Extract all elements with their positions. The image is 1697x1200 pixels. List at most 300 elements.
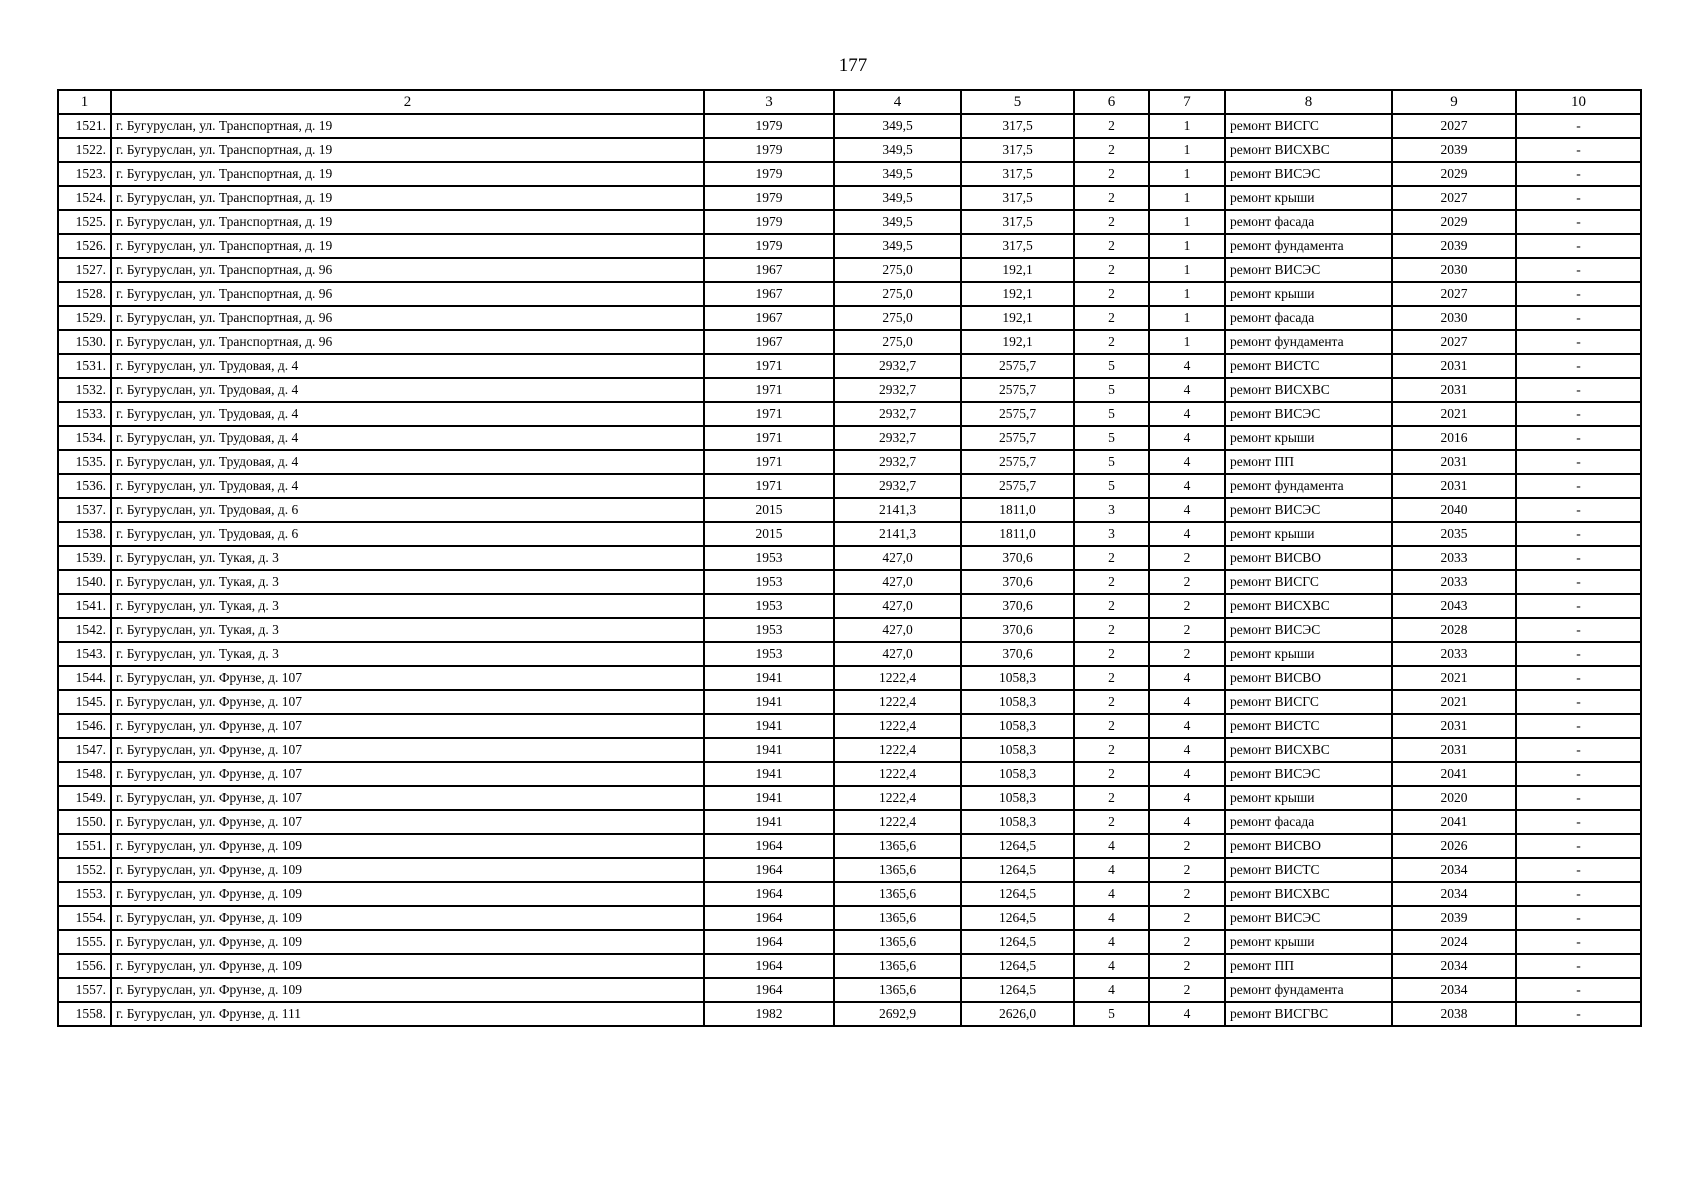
cell-address: г. Бугуруслан, ул. Транспортная, д. 19 xyxy=(111,210,704,234)
cell-year-built: 1953 xyxy=(704,546,834,570)
table-row xyxy=(58,594,1641,618)
cell-note: - xyxy=(1516,258,1641,282)
cell-year-built: 1964 xyxy=(704,834,834,858)
cell-work-type: ремонт крыши xyxy=(1225,186,1392,210)
cell-living-area: 2575,7 xyxy=(961,354,1074,378)
cell-planned-year: 2027 xyxy=(1392,186,1516,210)
cell-living-area: 317,5 xyxy=(961,138,1074,162)
cell-living-area: 370,6 xyxy=(961,546,1074,570)
cell-address: г. Бугуруслан, ул. Фрунзе, д. 109 xyxy=(111,978,704,1002)
cell-row-number: 1534. xyxy=(58,426,111,450)
cell-total-area: 2932,7 xyxy=(834,474,961,498)
cell-work-type: ремонт фундамента xyxy=(1225,474,1392,498)
cell-address: г. Бугуруслан, ул. Транспортная, д. 19 xyxy=(111,114,704,138)
cell-entrances: 2 xyxy=(1149,642,1225,666)
cell-total-area: 275,0 xyxy=(834,282,961,306)
cell-planned-year: 2035 xyxy=(1392,522,1516,546)
cell-floors: 2 xyxy=(1074,666,1149,690)
cell-floors: 2 xyxy=(1074,642,1149,666)
cell-work-type: ремонт ВИСЭС xyxy=(1225,498,1392,522)
cell-floors: 4 xyxy=(1074,882,1149,906)
cell-work-type: ремонт ПП xyxy=(1225,954,1392,978)
cell-note: - xyxy=(1516,762,1641,786)
cell-total-area: 1222,4 xyxy=(834,786,961,810)
cell-work-type: ремонт ВИСХВС xyxy=(1225,738,1392,762)
cell-total-area: 2932,7 xyxy=(834,402,961,426)
cell-row-number: 1525. xyxy=(58,210,111,234)
cell-address: г. Бугуруслан, ул. Трудовая, д. 6 xyxy=(111,498,704,522)
table-row xyxy=(58,114,1641,138)
table-row xyxy=(58,498,1641,522)
column-header: 7 xyxy=(1149,90,1225,114)
table-row xyxy=(58,738,1641,762)
cell-planned-year: 2033 xyxy=(1392,570,1516,594)
cell-row-number: 1537. xyxy=(58,498,111,522)
cell-year-built: 1967 xyxy=(704,282,834,306)
cell-planned-year: 2029 xyxy=(1392,210,1516,234)
cell-note: - xyxy=(1516,426,1641,450)
cell-note: - xyxy=(1516,858,1641,882)
cell-living-area: 1058,3 xyxy=(961,762,1074,786)
cell-row-number: 1522. xyxy=(58,138,111,162)
cell-living-area: 317,5 xyxy=(961,210,1074,234)
cell-row-number: 1551. xyxy=(58,834,111,858)
table-row xyxy=(58,234,1641,258)
table-row xyxy=(58,162,1641,186)
table-row xyxy=(58,186,1641,210)
cell-living-area: 1811,0 xyxy=(961,522,1074,546)
cell-total-area: 427,0 xyxy=(834,570,961,594)
cell-year-built: 1964 xyxy=(704,858,834,882)
cell-year-built: 1979 xyxy=(704,234,834,258)
cell-planned-year: 2024 xyxy=(1392,930,1516,954)
cell-note: - xyxy=(1516,714,1641,738)
cell-floors: 2 xyxy=(1074,546,1149,570)
cell-floors: 2 xyxy=(1074,330,1149,354)
cell-work-type: ремонт фундамента xyxy=(1225,330,1392,354)
table-row xyxy=(58,546,1641,570)
cell-floors: 4 xyxy=(1074,954,1149,978)
cell-row-number: 1552. xyxy=(58,858,111,882)
cell-planned-year: 2031 xyxy=(1392,354,1516,378)
cell-floors: 2 xyxy=(1074,162,1149,186)
cell-entrances: 1 xyxy=(1149,210,1225,234)
cell-note: - xyxy=(1516,210,1641,234)
cell-entrances: 4 xyxy=(1149,426,1225,450)
cell-floors: 2 xyxy=(1074,210,1149,234)
cell-planned-year: 2026 xyxy=(1392,834,1516,858)
cell-living-area: 1264,5 xyxy=(961,906,1074,930)
cell-work-type: ремонт ВИСТС xyxy=(1225,858,1392,882)
cell-floors: 5 xyxy=(1074,1002,1149,1026)
cell-row-number: 1539. xyxy=(58,546,111,570)
cell-planned-year: 2021 xyxy=(1392,402,1516,426)
cell-year-built: 2015 xyxy=(704,522,834,546)
cell-row-number: 1540. xyxy=(58,570,111,594)
table-row xyxy=(58,762,1641,786)
cell-work-type: ремонт ВИСЭС xyxy=(1225,258,1392,282)
cell-work-type: ремонт ВИСЭС xyxy=(1225,402,1392,426)
cell-living-area: 2626,0 xyxy=(961,1002,1074,1026)
cell-note: - xyxy=(1516,1002,1641,1026)
cell-row-number: 1524. xyxy=(58,186,111,210)
cell-entrances: 4 xyxy=(1149,354,1225,378)
cell-year-built: 1941 xyxy=(704,810,834,834)
table-row xyxy=(58,474,1641,498)
cell-entrances: 1 xyxy=(1149,234,1225,258)
cell-entrances: 4 xyxy=(1149,738,1225,762)
cell-floors: 2 xyxy=(1074,618,1149,642)
cell-planned-year: 2034 xyxy=(1392,978,1516,1002)
cell-address: г. Бугуруслан, ул. Фрунзе, д. 107 xyxy=(111,810,704,834)
cell-living-area: 2575,7 xyxy=(961,402,1074,426)
cell-address: г. Бугуруслан, ул. Трудовая, д. 4 xyxy=(111,354,704,378)
cell-living-area: 2575,7 xyxy=(961,426,1074,450)
cell-row-number: 1549. xyxy=(58,786,111,810)
table-row xyxy=(58,426,1641,450)
cell-floors: 2 xyxy=(1074,258,1149,282)
table-row xyxy=(58,210,1641,234)
cell-work-type: ремонт ВИСЭС xyxy=(1225,762,1392,786)
cell-planned-year: 2043 xyxy=(1392,594,1516,618)
cell-living-area: 1058,3 xyxy=(961,810,1074,834)
cell-address: г. Бугуруслан, ул. Трудовая, д. 4 xyxy=(111,474,704,498)
cell-living-area: 192,1 xyxy=(961,306,1074,330)
cell-floors: 2 xyxy=(1074,786,1149,810)
cell-year-built: 1971 xyxy=(704,402,834,426)
cell-entrances: 2 xyxy=(1149,930,1225,954)
cell-row-number: 1528. xyxy=(58,282,111,306)
cell-address: г. Бугуруслан, ул. Фрунзе, д. 107 xyxy=(111,762,704,786)
cell-floors: 4 xyxy=(1074,858,1149,882)
cell-entrances: 1 xyxy=(1149,162,1225,186)
cell-entrances: 4 xyxy=(1149,498,1225,522)
table-row xyxy=(58,858,1641,882)
cell-entrances: 1 xyxy=(1149,306,1225,330)
table-row xyxy=(58,138,1641,162)
cell-total-area: 2141,3 xyxy=(834,522,961,546)
cell-floors: 2 xyxy=(1074,714,1149,738)
cell-year-built: 1964 xyxy=(704,954,834,978)
column-header: 5 xyxy=(961,90,1074,114)
cell-work-type: ремонт ВИСВО xyxy=(1225,546,1392,570)
cell-note: - xyxy=(1516,690,1641,714)
cell-row-number: 1557. xyxy=(58,978,111,1002)
cell-year-built: 1971 xyxy=(704,474,834,498)
cell-planned-year: 2034 xyxy=(1392,882,1516,906)
cell-planned-year: 2031 xyxy=(1392,378,1516,402)
cell-living-area: 1264,5 xyxy=(961,930,1074,954)
table-row xyxy=(58,330,1641,354)
cell-note: - xyxy=(1516,378,1641,402)
cell-planned-year: 2041 xyxy=(1392,762,1516,786)
cell-note: - xyxy=(1516,282,1641,306)
cell-planned-year: 2030 xyxy=(1392,306,1516,330)
cell-work-type: ремонт ВИСЭС xyxy=(1225,162,1392,186)
cell-floors: 4 xyxy=(1074,906,1149,930)
cell-total-area: 349,5 xyxy=(834,210,961,234)
cell-row-number: 1542. xyxy=(58,618,111,642)
table-row xyxy=(58,618,1641,642)
cell-work-type: ремонт крыши xyxy=(1225,522,1392,546)
cell-living-area: 2575,7 xyxy=(961,474,1074,498)
cell-row-number: 1558. xyxy=(58,1002,111,1026)
cell-note: - xyxy=(1516,402,1641,426)
cell-work-type: ремонт фасада xyxy=(1225,306,1392,330)
cell-total-area: 1365,6 xyxy=(834,882,961,906)
cell-year-built: 1979 xyxy=(704,210,834,234)
cell-address: г. Бугуруслан, ул. Фрунзе, д. 107 xyxy=(111,666,704,690)
cell-row-number: 1530. xyxy=(58,330,111,354)
cell-work-type: ремонт ВИСТС xyxy=(1225,714,1392,738)
cell-address: г. Бугуруслан, ул. Фрунзе, д. 109 xyxy=(111,834,704,858)
cell-planned-year: 2038 xyxy=(1392,1002,1516,1026)
cell-total-area: 2932,7 xyxy=(834,426,961,450)
cell-row-number: 1532. xyxy=(58,378,111,402)
table-header-row xyxy=(58,90,1641,114)
cell-planned-year: 2027 xyxy=(1392,282,1516,306)
column-header: 3 xyxy=(704,90,834,114)
cell-floors: 5 xyxy=(1074,378,1149,402)
cell-row-number: 1554. xyxy=(58,906,111,930)
cell-year-built: 1941 xyxy=(704,666,834,690)
table-row xyxy=(58,666,1641,690)
cell-floors: 2 xyxy=(1074,570,1149,594)
cell-planned-year: 2039 xyxy=(1392,906,1516,930)
cell-entrances: 2 xyxy=(1149,858,1225,882)
table-row xyxy=(58,450,1641,474)
cell-year-built: 1953 xyxy=(704,570,834,594)
cell-year-built: 1941 xyxy=(704,786,834,810)
table-row xyxy=(58,906,1641,930)
cell-total-area: 1365,6 xyxy=(834,954,961,978)
cell-address: г. Бугуруслан, ул. Тукая, д. 3 xyxy=(111,546,704,570)
cell-note: - xyxy=(1516,306,1641,330)
cell-row-number: 1550. xyxy=(58,810,111,834)
cell-living-area: 1264,5 xyxy=(961,978,1074,1002)
cell-note: - xyxy=(1516,498,1641,522)
cell-total-area: 1222,4 xyxy=(834,738,961,762)
cell-address: г. Бугуруслан, ул. Трудовая, д. 4 xyxy=(111,426,704,450)
cell-row-number: 1529. xyxy=(58,306,111,330)
cell-planned-year: 2034 xyxy=(1392,858,1516,882)
cell-work-type: ремонт ВИСТС xyxy=(1225,354,1392,378)
cell-work-type: ремонт ВИСВО xyxy=(1225,834,1392,858)
cell-row-number: 1523. xyxy=(58,162,111,186)
cell-total-area: 1222,4 xyxy=(834,714,961,738)
cell-living-area: 370,6 xyxy=(961,618,1074,642)
cell-living-area: 317,5 xyxy=(961,114,1074,138)
cell-planned-year: 2016 xyxy=(1392,426,1516,450)
cell-living-area: 1811,0 xyxy=(961,498,1074,522)
cell-year-built: 1979 xyxy=(704,138,834,162)
cell-row-number: 1533. xyxy=(58,402,111,426)
cell-note: - xyxy=(1516,618,1641,642)
cell-address: г. Бугуруслан, ул. Фрунзе, д. 109 xyxy=(111,906,704,930)
cell-work-type: ремонт ВИСХВС xyxy=(1225,594,1392,618)
cell-floors: 2 xyxy=(1074,138,1149,162)
cell-address: г. Бугуруслан, ул. Фрунзе, д. 107 xyxy=(111,786,704,810)
cell-total-area: 427,0 xyxy=(834,618,961,642)
cell-total-area: 1222,4 xyxy=(834,690,961,714)
cell-floors: 2 xyxy=(1074,762,1149,786)
table-row xyxy=(58,786,1641,810)
cell-row-number: 1546. xyxy=(58,714,111,738)
repair-register-table xyxy=(57,89,1642,1027)
cell-row-number: 1553. xyxy=(58,882,111,906)
cell-planned-year: 2029 xyxy=(1392,162,1516,186)
cell-floors: 2 xyxy=(1074,594,1149,618)
cell-living-area: 317,5 xyxy=(961,162,1074,186)
cell-year-built: 1953 xyxy=(704,642,834,666)
cell-floors: 3 xyxy=(1074,498,1149,522)
cell-work-type: ремонт ВИСЭС xyxy=(1225,618,1392,642)
column-header: 1 xyxy=(58,90,111,114)
cell-year-built: 1979 xyxy=(704,162,834,186)
cell-total-area: 349,5 xyxy=(834,162,961,186)
cell-year-built: 1941 xyxy=(704,738,834,762)
cell-entrances: 2 xyxy=(1149,954,1225,978)
cell-work-type: ремонт ВИСГВС xyxy=(1225,1002,1392,1026)
cell-total-area: 349,5 xyxy=(834,234,961,258)
cell-floors: 2 xyxy=(1074,234,1149,258)
cell-year-built: 1941 xyxy=(704,690,834,714)
cell-work-type: ремонт фасада xyxy=(1225,210,1392,234)
cell-address: г. Бугуруслан, ул. Фрунзе, д. 107 xyxy=(111,738,704,762)
cell-planned-year: 2021 xyxy=(1392,666,1516,690)
page-number: 177 xyxy=(838,55,868,76)
cell-note: - xyxy=(1516,234,1641,258)
cell-living-area: 370,6 xyxy=(961,594,1074,618)
cell-work-type: ремонт крыши xyxy=(1225,642,1392,666)
cell-living-area: 370,6 xyxy=(961,642,1074,666)
cell-address: г. Бугуруслан, ул. Транспортная, д. 19 xyxy=(111,234,704,258)
cell-living-area: 1264,5 xyxy=(961,882,1074,906)
cell-note: - xyxy=(1516,906,1641,930)
cell-work-type: ремонт ВИСХВС xyxy=(1225,378,1392,402)
cell-entrances: 4 xyxy=(1149,714,1225,738)
cell-floors: 5 xyxy=(1074,402,1149,426)
table-row xyxy=(58,258,1641,282)
cell-floors: 3 xyxy=(1074,522,1149,546)
table-row xyxy=(58,714,1641,738)
cell-work-type: ремонт ПП xyxy=(1225,450,1392,474)
table-row xyxy=(58,642,1641,666)
cell-floors: 4 xyxy=(1074,930,1149,954)
cell-total-area: 349,5 xyxy=(834,138,961,162)
cell-living-area: 1058,3 xyxy=(961,738,1074,762)
cell-work-type: ремонт фундамента xyxy=(1225,234,1392,258)
cell-note: - xyxy=(1516,642,1641,666)
cell-year-built: 1953 xyxy=(704,594,834,618)
table-row xyxy=(58,882,1641,906)
cell-entrances: 1 xyxy=(1149,186,1225,210)
cell-living-area: 192,1 xyxy=(961,282,1074,306)
cell-note: - xyxy=(1516,546,1641,570)
table-row xyxy=(58,1002,1641,1026)
cell-address: г. Бугуруслан, ул. Трудовая, д. 4 xyxy=(111,402,704,426)
cell-row-number: 1526. xyxy=(58,234,111,258)
cell-entrances: 2 xyxy=(1149,570,1225,594)
cell-floors: 5 xyxy=(1074,426,1149,450)
cell-planned-year: 2033 xyxy=(1392,546,1516,570)
table-row xyxy=(58,354,1641,378)
cell-row-number: 1535. xyxy=(58,450,111,474)
cell-note: - xyxy=(1516,570,1641,594)
cell-year-built: 1964 xyxy=(704,906,834,930)
cell-planned-year: 2031 xyxy=(1392,714,1516,738)
cell-floors: 2 xyxy=(1074,810,1149,834)
cell-planned-year: 2034 xyxy=(1392,954,1516,978)
cell-entrances: 4 xyxy=(1149,474,1225,498)
cell-address: г. Бугуруслан, ул. Трудовая, д. 4 xyxy=(111,378,704,402)
column-header: 10 xyxy=(1516,90,1641,114)
table-row xyxy=(58,978,1641,1002)
cell-floors: 2 xyxy=(1074,738,1149,762)
table-row xyxy=(58,378,1641,402)
cell-note: - xyxy=(1516,450,1641,474)
cell-address: г. Бугуруслан, ул. Транспортная, д. 96 xyxy=(111,330,704,354)
cell-address: г. Бугуруслан, ул. Фрунзе, д. 107 xyxy=(111,690,704,714)
cell-floors: 4 xyxy=(1074,978,1149,1002)
cell-year-built: 1967 xyxy=(704,330,834,354)
cell-floors: 5 xyxy=(1074,354,1149,378)
table-row xyxy=(58,810,1641,834)
cell-work-type: ремонт фасада xyxy=(1225,810,1392,834)
cell-living-area: 1264,5 xyxy=(961,858,1074,882)
cell-address: г. Бугуруслан, ул. Фрунзе, д. 109 xyxy=(111,954,704,978)
cell-living-area: 192,1 xyxy=(961,330,1074,354)
cell-note: - xyxy=(1516,138,1641,162)
cell-entrances: 1 xyxy=(1149,282,1225,306)
cell-year-built: 1964 xyxy=(704,882,834,906)
cell-planned-year: 2020 xyxy=(1392,786,1516,810)
table-body xyxy=(58,114,1641,1026)
cell-entrances: 1 xyxy=(1149,258,1225,282)
cell-row-number: 1527. xyxy=(58,258,111,282)
cell-total-area: 1365,6 xyxy=(834,930,961,954)
cell-floors: 5 xyxy=(1074,450,1149,474)
cell-entrances: 2 xyxy=(1149,906,1225,930)
cell-row-number: 1544. xyxy=(58,666,111,690)
cell-address: г. Бугуруслан, ул. Транспортная, д. 19 xyxy=(111,162,704,186)
cell-work-type: ремонт фундамента xyxy=(1225,978,1392,1002)
cell-row-number: 1521. xyxy=(58,114,111,138)
cell-address: г. Бугуруслан, ул. Транспортная, д. 19 xyxy=(111,186,704,210)
cell-year-built: 1941 xyxy=(704,714,834,738)
cell-address: г. Бугуруслан, ул. Трудовая, д. 4 xyxy=(111,450,704,474)
cell-total-area: 1222,4 xyxy=(834,762,961,786)
cell-entrances: 4 xyxy=(1149,786,1225,810)
cell-living-area: 1264,5 xyxy=(961,834,1074,858)
cell-entrances: 4 xyxy=(1149,1002,1225,1026)
cell-living-area: 2575,7 xyxy=(961,378,1074,402)
cell-planned-year: 2027 xyxy=(1392,330,1516,354)
cell-row-number: 1543. xyxy=(58,642,111,666)
cell-note: - xyxy=(1516,978,1641,1002)
cell-note: - xyxy=(1516,810,1641,834)
cell-entrances: 4 xyxy=(1149,810,1225,834)
cell-year-built: 2015 xyxy=(704,498,834,522)
cell-living-area: 317,5 xyxy=(961,234,1074,258)
cell-work-type: ремонт крыши xyxy=(1225,282,1392,306)
cell-note: - xyxy=(1516,930,1641,954)
cell-row-number: 1541. xyxy=(58,594,111,618)
cell-total-area: 2932,7 xyxy=(834,354,961,378)
cell-entrances: 2 xyxy=(1149,594,1225,618)
cell-year-built: 1971 xyxy=(704,450,834,474)
column-header: 2 xyxy=(111,90,704,114)
